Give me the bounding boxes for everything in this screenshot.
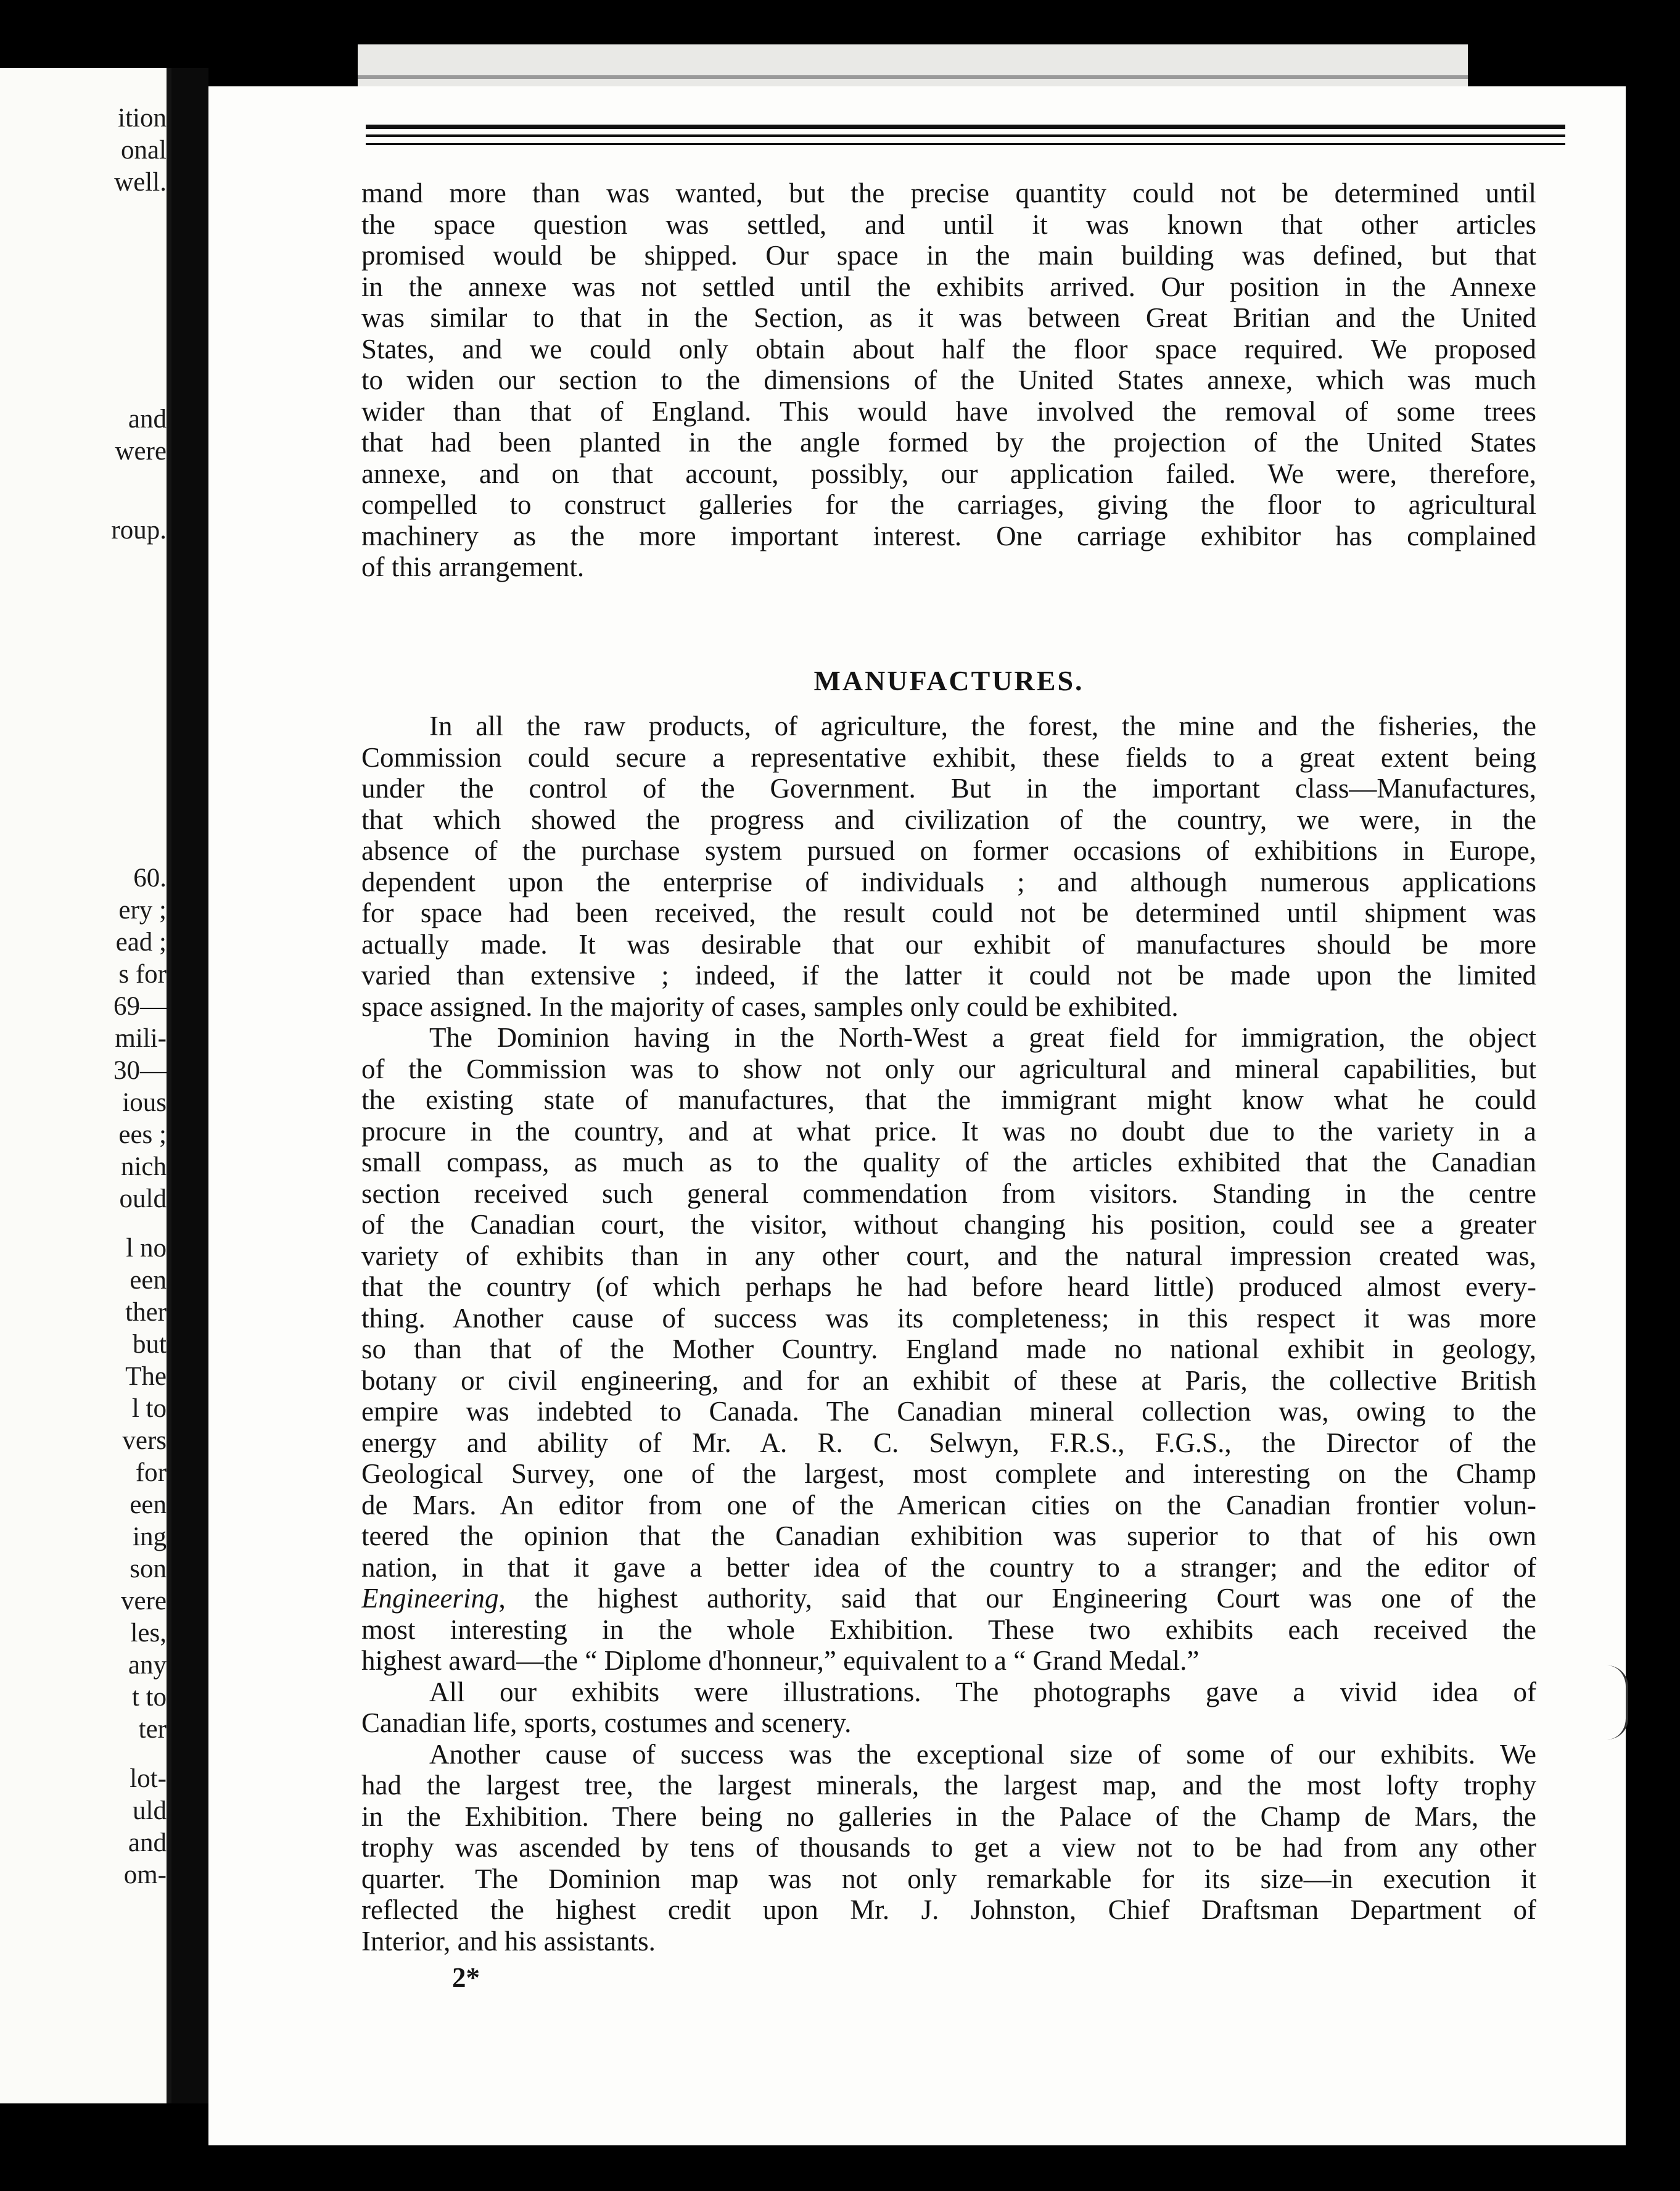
prev-page-text-fragment: any	[128, 1651, 167, 1680]
text-line: that the country (of which perhaps he had before heard little) produced almost every-	[361, 1271, 1536, 1302]
underlying-page-rule	[358, 75, 1468, 79]
text-line: section received such general commendation from visitors. Standing in the centre	[361, 1178, 1536, 1209]
prev-page-text-fragment: and	[128, 1828, 167, 1857]
prev-page-text-fragment: les,	[130, 1619, 167, 1648]
prev-page-text-fragment: ther	[125, 1298, 167, 1327]
prev-page-text-fragment: onal	[120, 136, 167, 165]
text-line: varied than extensive ; indeed, if the latter it could not be made upon the limited	[361, 960, 1536, 991]
prev-page-text-fragment: vere	[121, 1587, 167, 1615]
text-line: energy and ability of Mr. A. R. C. Selwyn, F.R.S., F.G.S., the Director of the	[361, 1427, 1536, 1458]
text-line: actually made. It was desirable that our exhibit of manufactures should be more	[361, 928, 1536, 960]
text-line: trophy was ascended by tens of thousands to get a view not to be had from any other	[361, 1832, 1536, 1863]
text-line: was similar to that in the Section, as it was between Great Britian and the United	[361, 302, 1536, 333]
prev-page-text-fragment: uld	[133, 1796, 167, 1825]
text-line: thing. Another cause of success was its completeness; in this respect it was more	[361, 1302, 1536, 1334]
text-line: empire was indebted to Canada. The Canadian mineral collection was, owing to the	[361, 1396, 1536, 1427]
text-line: quarter. The Dominion map was not only remarkable for its size—in execution it	[361, 1863, 1536, 1894]
text-line: space assigned. In the majority of cases, samples only could be exhibited.	[361, 991, 1179, 1022]
text-line: The Dominion having in the North-West a great field for immigration, the object	[429, 1022, 1536, 1053]
prev-page-text-fragment: lot-	[130, 1764, 167, 1793]
text-line: highest award—the “ Diplome d'honneur,” equivalent to a “ Grand Medal.”	[361, 1645, 1200, 1676]
prev-page-text-fragment: 69—	[113, 992, 167, 1021]
prev-page-text-fragment: l to	[131, 1394, 167, 1423]
prev-page-text-fragment: The	[125, 1362, 167, 1391]
text-line: machinery as the more important interest. One carriage exhibitor has complained	[361, 520, 1536, 551]
text-line: botany or civil engineering, and for an exhibit of these at Paris, the collective British	[361, 1364, 1536, 1396]
text-column	[361, 86, 1536, 2145]
prev-page-text-fragment: om-	[123, 1860, 167, 1889]
text-line: most interesting in the whole Exhibition. These two exhibits each received the	[361, 1614, 1536, 1645]
prev-page-text-fragment: 60.	[133, 864, 167, 893]
section-heading: MANUFACTURES.	[813, 665, 1084, 697]
prev-page-text-fragment: 30—	[113, 1056, 167, 1085]
prev-page-text-fragment: l no	[126, 1234, 167, 1263]
text-line: of the Canadian court, the visitor, without changing his position, could see a greater	[361, 1209, 1536, 1240]
text-line: States, and we could only obtain about half the floor space required. We proposed	[361, 333, 1536, 365]
text-line: nation, in that it gave a better idea of the country to a stranger; and the editor of	[361, 1551, 1536, 1583]
text-line: Commission could secure a representative exhibit, these fields to a great extent being	[361, 741, 1536, 773]
text-line: reflected the highest credit upon Mr. J. Johnston, Chief Draftsman Department of	[361, 1894, 1536, 1925]
prev-page-text-fragment: well.	[114, 168, 167, 197]
prev-page-text-fragment: roup.	[111, 516, 167, 545]
text-line: In all the raw products, of agriculture, the forest, the mine and the fisheries, the	[429, 711, 1536, 741]
text-line: that which showed the progress and civilization of the country, we were, in the	[361, 804, 1536, 835]
prev-page-text-fragment: ould	[119, 1184, 167, 1213]
prev-page-text-fragment: vers	[122, 1426, 167, 1455]
book-spine	[171, 68, 208, 2103]
text-line: in the Exhibition. There being no galleries in the Palace of the Champ de Mars, the	[361, 1801, 1536, 1832]
text-line: the space question was settled, and until it was known that other articles	[361, 208, 1536, 240]
prev-page-text-fragment: mili-	[115, 1024, 167, 1053]
prev-page-text-fragment: t to	[131, 1683, 167, 1712]
prev-page-text-fragment: son	[130, 1554, 167, 1583]
prev-page-text-fragment: were	[115, 437, 167, 466]
prev-page-text-fragment: ery ;	[118, 896, 167, 925]
prev-page-text-fragment: and	[128, 405, 167, 434]
text-line: variety of exhibits than in any other court, and the natural impression created was,	[361, 1240, 1536, 1271]
text-line: procure in the country, and at what price. It was no doubt due to the variety in a	[361, 1115, 1536, 1147]
journal-title: Engineering	[361, 1583, 499, 1614]
prev-page-text-fragment: ing	[133, 1522, 167, 1551]
text-line: small compass, as much as to the quality of the articles exhibited that the Canadian	[361, 1147, 1536, 1178]
text-line: under the control of the Government. But in the important class—Manufactures,	[361, 773, 1536, 804]
text-line: Canadian life, sports, costumes and scenery.	[361, 1707, 852, 1738]
prev-page-text-fragment: ees ;	[118, 1120, 167, 1149]
text-line: had the largest tree, the largest minerals, the largest map, and the most lofty trophy	[361, 1770, 1536, 1801]
text-line: Another cause of success was the exceptional size of some of our exhibits. We	[429, 1738, 1536, 1770]
text-line: dependent upon the enterprise of individuals ; and although numerous applications	[361, 866, 1536, 897]
document-page	[208, 86, 1626, 2145]
text-line: de Mars. An editor from one of the American cities on the Canadian frontier volun-	[361, 1489, 1536, 1520]
text-line: to widen our section to the dimensions of the United States annexe, which was much	[361, 365, 1536, 395]
prev-page-text-fragment: een	[130, 1266, 167, 1295]
prev-page-text-fragment: s for	[118, 960, 167, 989]
text-line: the existing state of manufactures, that the immigrant might know what he could	[361, 1084, 1536, 1115]
text-line: in the annexe was not settled until the exhibits arrived. Our position in the Annexe	[361, 271, 1536, 302]
text-line: annexe, and on that account, possibly, our application failed. We were, therefore,	[361, 458, 1536, 489]
prev-page-text-fragment: ter	[138, 1715, 167, 1744]
prev-page-text-fragment: ious	[122, 1088, 167, 1117]
prev-page-text-fragment: but	[133, 1330, 167, 1359]
margin-mark	[1607, 1665, 1628, 1739]
prev-page-text-fragment: nich	[120, 1152, 167, 1181]
text-line: Geological Survey, one of the largest, most complete and interesting on the Champ	[361, 1458, 1536, 1489]
text-line: that had been planted in the angle formed by the projection of the United States	[361, 427, 1536, 458]
text-line: wider than that of England. This would have involved the removal of some trees	[361, 395, 1536, 427]
text-line: promised would be shipped. Our space in the main building was defined, but that	[361, 240, 1536, 271]
text-line: All our exhibits were illustrations. The photographs gave a vivid idea of	[429, 1676, 1536, 1707]
prev-page-text-fragment: een	[130, 1490, 167, 1519]
text-line: teered the opinion that the Canadian exhibition was superior to that of his own	[361, 1520, 1536, 1551]
text-line: Interior, and his assistants.	[361, 1925, 656, 1957]
text-line: mand more than was wanted, but the precise quantity could not be determined until	[361, 178, 1536, 208]
prev-page-text-fragment: for	[135, 1458, 167, 1487]
text-line: for space had been received, the result could not be determined until shipment was	[361, 897, 1536, 928]
signature-mark: 2*	[452, 1962, 480, 1993]
text-line: Engineering, the highest authority, said that our Engineering Court was one of the	[361, 1583, 1536, 1614]
previous-page-fragment	[0, 68, 171, 2103]
text-line: absence of the purchase system pursued on former occasions of exhibitions in Europe,	[361, 835, 1536, 866]
text-line: so than that of the Mother Country. England made no national exhibit in geology,	[361, 1334, 1536, 1364]
text-line: of the Commission was to show not only our agricultural and mineral capabilities, but	[361, 1053, 1536, 1084]
text-line: of this arrangement.	[361, 551, 585, 582]
prev-page-text-fragment: ition	[118, 104, 167, 133]
text-line: compelled to construct galleries for the carriages, giving the floor to agricultural	[361, 489, 1536, 520]
prev-page-text-fragment: ead ;	[115, 928, 167, 957]
